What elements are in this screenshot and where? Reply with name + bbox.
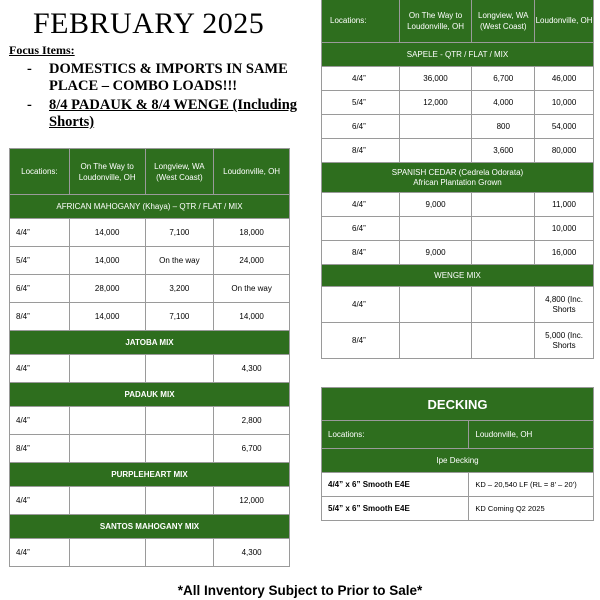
- table-row: [322, 217, 594, 241]
- table-row: [10, 219, 290, 247]
- size-cell: 6/4”: [10, 275, 70, 303]
- decking-table: [321, 387, 594, 521]
- qty-cell: [69, 355, 145, 383]
- section-header: PADAUK MIX: [10, 383, 290, 407]
- qty-cell: 9,000: [399, 193, 472, 217]
- qty-cell: [399, 139, 472, 163]
- size-cell: 4/4”: [10, 539, 70, 567]
- qty-cell: On the way: [214, 275, 290, 303]
- qty-cell: 54,000: [535, 115, 594, 139]
- qty-cell: [145, 407, 214, 435]
- qty-cell: 12,000: [214, 487, 290, 515]
- table-row: [10, 539, 290, 567]
- qty-cell: [399, 323, 472, 359]
- qty-cell: [145, 487, 214, 515]
- focus-heading: Focus Items:: [9, 43, 75, 57]
- qty-cell: 12,000: [399, 91, 472, 115]
- decking-status: KD – 20,540 LF (RL = 8’ – 20’): [469, 473, 594, 497]
- table-row: [322, 193, 594, 217]
- qty-cell: 7,100: [145, 303, 214, 331]
- table-row: [10, 275, 290, 303]
- qty-cell: 9,000: [399, 241, 472, 265]
- qty-cell: 14,000: [69, 219, 145, 247]
- table-row: [322, 287, 594, 323]
- size-cell: 4/4”: [322, 67, 400, 91]
- size-cell: 6/4”: [322, 217, 400, 241]
- qty-cell: 6,700: [472, 67, 535, 91]
- qty-cell: 2,800: [214, 407, 290, 435]
- qty-cell: [69, 435, 145, 463]
- left-inventory-table: [9, 148, 290, 567]
- qty-cell: 6,700: [214, 435, 290, 463]
- qty-cell: On the way: [145, 247, 214, 275]
- decking-status: KD Coming Q2 2025: [469, 497, 594, 521]
- size-cell: 4/4”: [10, 407, 70, 435]
- qty-cell: [399, 287, 472, 323]
- section-header: PURPLEHEART MIX: [10, 463, 290, 487]
- table-row: [10, 355, 290, 383]
- table-row: [322, 241, 594, 265]
- qty-cell: 11,000: [535, 193, 594, 217]
- focus-item: - 8/4 PADAUK & 8/4 WENGE (Including Shorts): [27, 97, 298, 130]
- qty-cell: 46,000: [535, 67, 594, 91]
- qty-cell: 16,000: [535, 241, 594, 265]
- page-title: FEBRUARY 2025: [33, 7, 265, 40]
- size-cell: 4/4”: [10, 355, 70, 383]
- qty-cell: 14,000: [214, 303, 290, 331]
- qty-cell: 14,000: [69, 303, 145, 331]
- table-row: [10, 303, 290, 331]
- qty-cell: 4,300: [214, 355, 290, 383]
- table-row: [322, 91, 594, 115]
- qty-cell: [472, 323, 535, 359]
- qty-cell: 14,000: [69, 247, 145, 275]
- size-cell: 8/4”: [10, 303, 70, 331]
- size-cell: 4/4”: [322, 287, 400, 323]
- size-cell: 4/4”: [10, 219, 70, 247]
- size-cell: 6/4”: [322, 115, 400, 139]
- size-cell: 8/4”: [322, 139, 400, 163]
- qty-cell: [399, 217, 472, 241]
- qty-cell: [69, 487, 145, 515]
- size-cell: 8/4”: [322, 323, 400, 359]
- column-header: Locations:: [10, 149, 70, 195]
- qty-cell: 24,000: [214, 247, 290, 275]
- qty-cell: 10,000: [535, 91, 594, 115]
- column-header: On The Way to Loudonville, OH: [69, 149, 145, 195]
- size-cell: 8/4”: [10, 435, 70, 463]
- size-cell: 5/4”: [322, 91, 400, 115]
- qty-cell: 4,300: [214, 539, 290, 567]
- right-inventory-table: [321, 0, 594, 359]
- decking-locations-label: Locations:: [322, 421, 469, 449]
- column-header: Longview, WA (West Coast): [472, 0, 535, 43]
- qty-cell: 28,000: [69, 275, 145, 303]
- qty-cell: 18,000: [214, 219, 290, 247]
- column-header: Longview, WA (West Coast): [145, 149, 214, 195]
- table-row: [10, 487, 290, 515]
- decking-title: DECKING: [322, 388, 594, 421]
- qty-cell: 80,000: [535, 139, 594, 163]
- table-row: [322, 139, 594, 163]
- column-header: On The Way to Loudonville, OH: [399, 0, 472, 43]
- section-title: SPANISH CEDAR (Cedrela Odorata): [391, 167, 524, 177]
- footer-disclaimer: *All Inventory Subject to Prior to Sale*: [177, 583, 423, 598]
- section-header: [322, 163, 594, 193]
- section-header: WENGE MIX: [322, 265, 594, 287]
- qty-cell: [145, 435, 214, 463]
- section-header: SAPELE - QTR / FLAT / MIX: [322, 43, 594, 67]
- size-cell: 4/4”: [322, 193, 400, 217]
- size-cell: 8/4”: [322, 241, 400, 265]
- focus-items: [9, 43, 309, 131]
- decking-item: 5/4” x 6” Smooth E4E: [322, 497, 469, 521]
- section-header: SANTOS MAHOGANY MIX: [10, 515, 290, 539]
- focus-item: - DOMESTICS & IMPORTS IN SAME PLACE – COMBO LOADS!!!: [27, 61, 288, 94]
- qty-cell: [69, 539, 145, 567]
- section-header: JATOBA MIX: [10, 331, 290, 355]
- size-cell: 5/4”: [10, 247, 70, 275]
- qty-cell: 36,000: [399, 67, 472, 91]
- qty-cell: 4,000: [472, 91, 535, 115]
- table-row: [10, 247, 290, 275]
- table-row: [322, 473, 594, 497]
- table-row: [322, 115, 594, 139]
- qty-cell: [472, 217, 535, 241]
- qty-cell: [145, 355, 214, 383]
- decking-item: 4/4” x 6” Smooth E4E: [322, 473, 469, 497]
- section-header: AFRICAN MAHOGANY (Khaya) – QTR / FLAT / MIX: [10, 195, 290, 219]
- table-row: [322, 497, 594, 521]
- qty-cell: 3,600: [472, 139, 535, 163]
- table-row: [10, 407, 290, 435]
- qty-cell: 4,800 (Inc. Shorts: [535, 287, 594, 323]
- qty-cell: [472, 193, 535, 217]
- column-header: Locations:: [322, 0, 400, 43]
- table-row: [322, 67, 594, 91]
- table-row: [10, 435, 290, 463]
- qty-cell: 800: [472, 115, 535, 139]
- qty-cell: 3,200: [145, 275, 214, 303]
- section-subtitle: African Plantation Grown: [413, 177, 502, 187]
- qty-cell: [145, 539, 214, 567]
- table-row: [322, 323, 594, 359]
- size-cell: 4/4”: [10, 487, 70, 515]
- qty-cell: [472, 287, 535, 323]
- column-header: Loudonville, OH: [535, 0, 594, 43]
- decking-location: Loudonville, OH: [469, 421, 594, 449]
- qty-cell: [69, 407, 145, 435]
- qty-cell: 7,100: [145, 219, 214, 247]
- qty-cell: [399, 115, 472, 139]
- qty-cell: 5,000 (Inc. Shorts: [535, 323, 594, 359]
- qty-cell: 10,000: [535, 217, 594, 241]
- column-header: Loudonville, OH: [214, 149, 290, 195]
- section-header: Ipe Decking: [322, 449, 594, 473]
- qty-cell: [472, 241, 535, 265]
